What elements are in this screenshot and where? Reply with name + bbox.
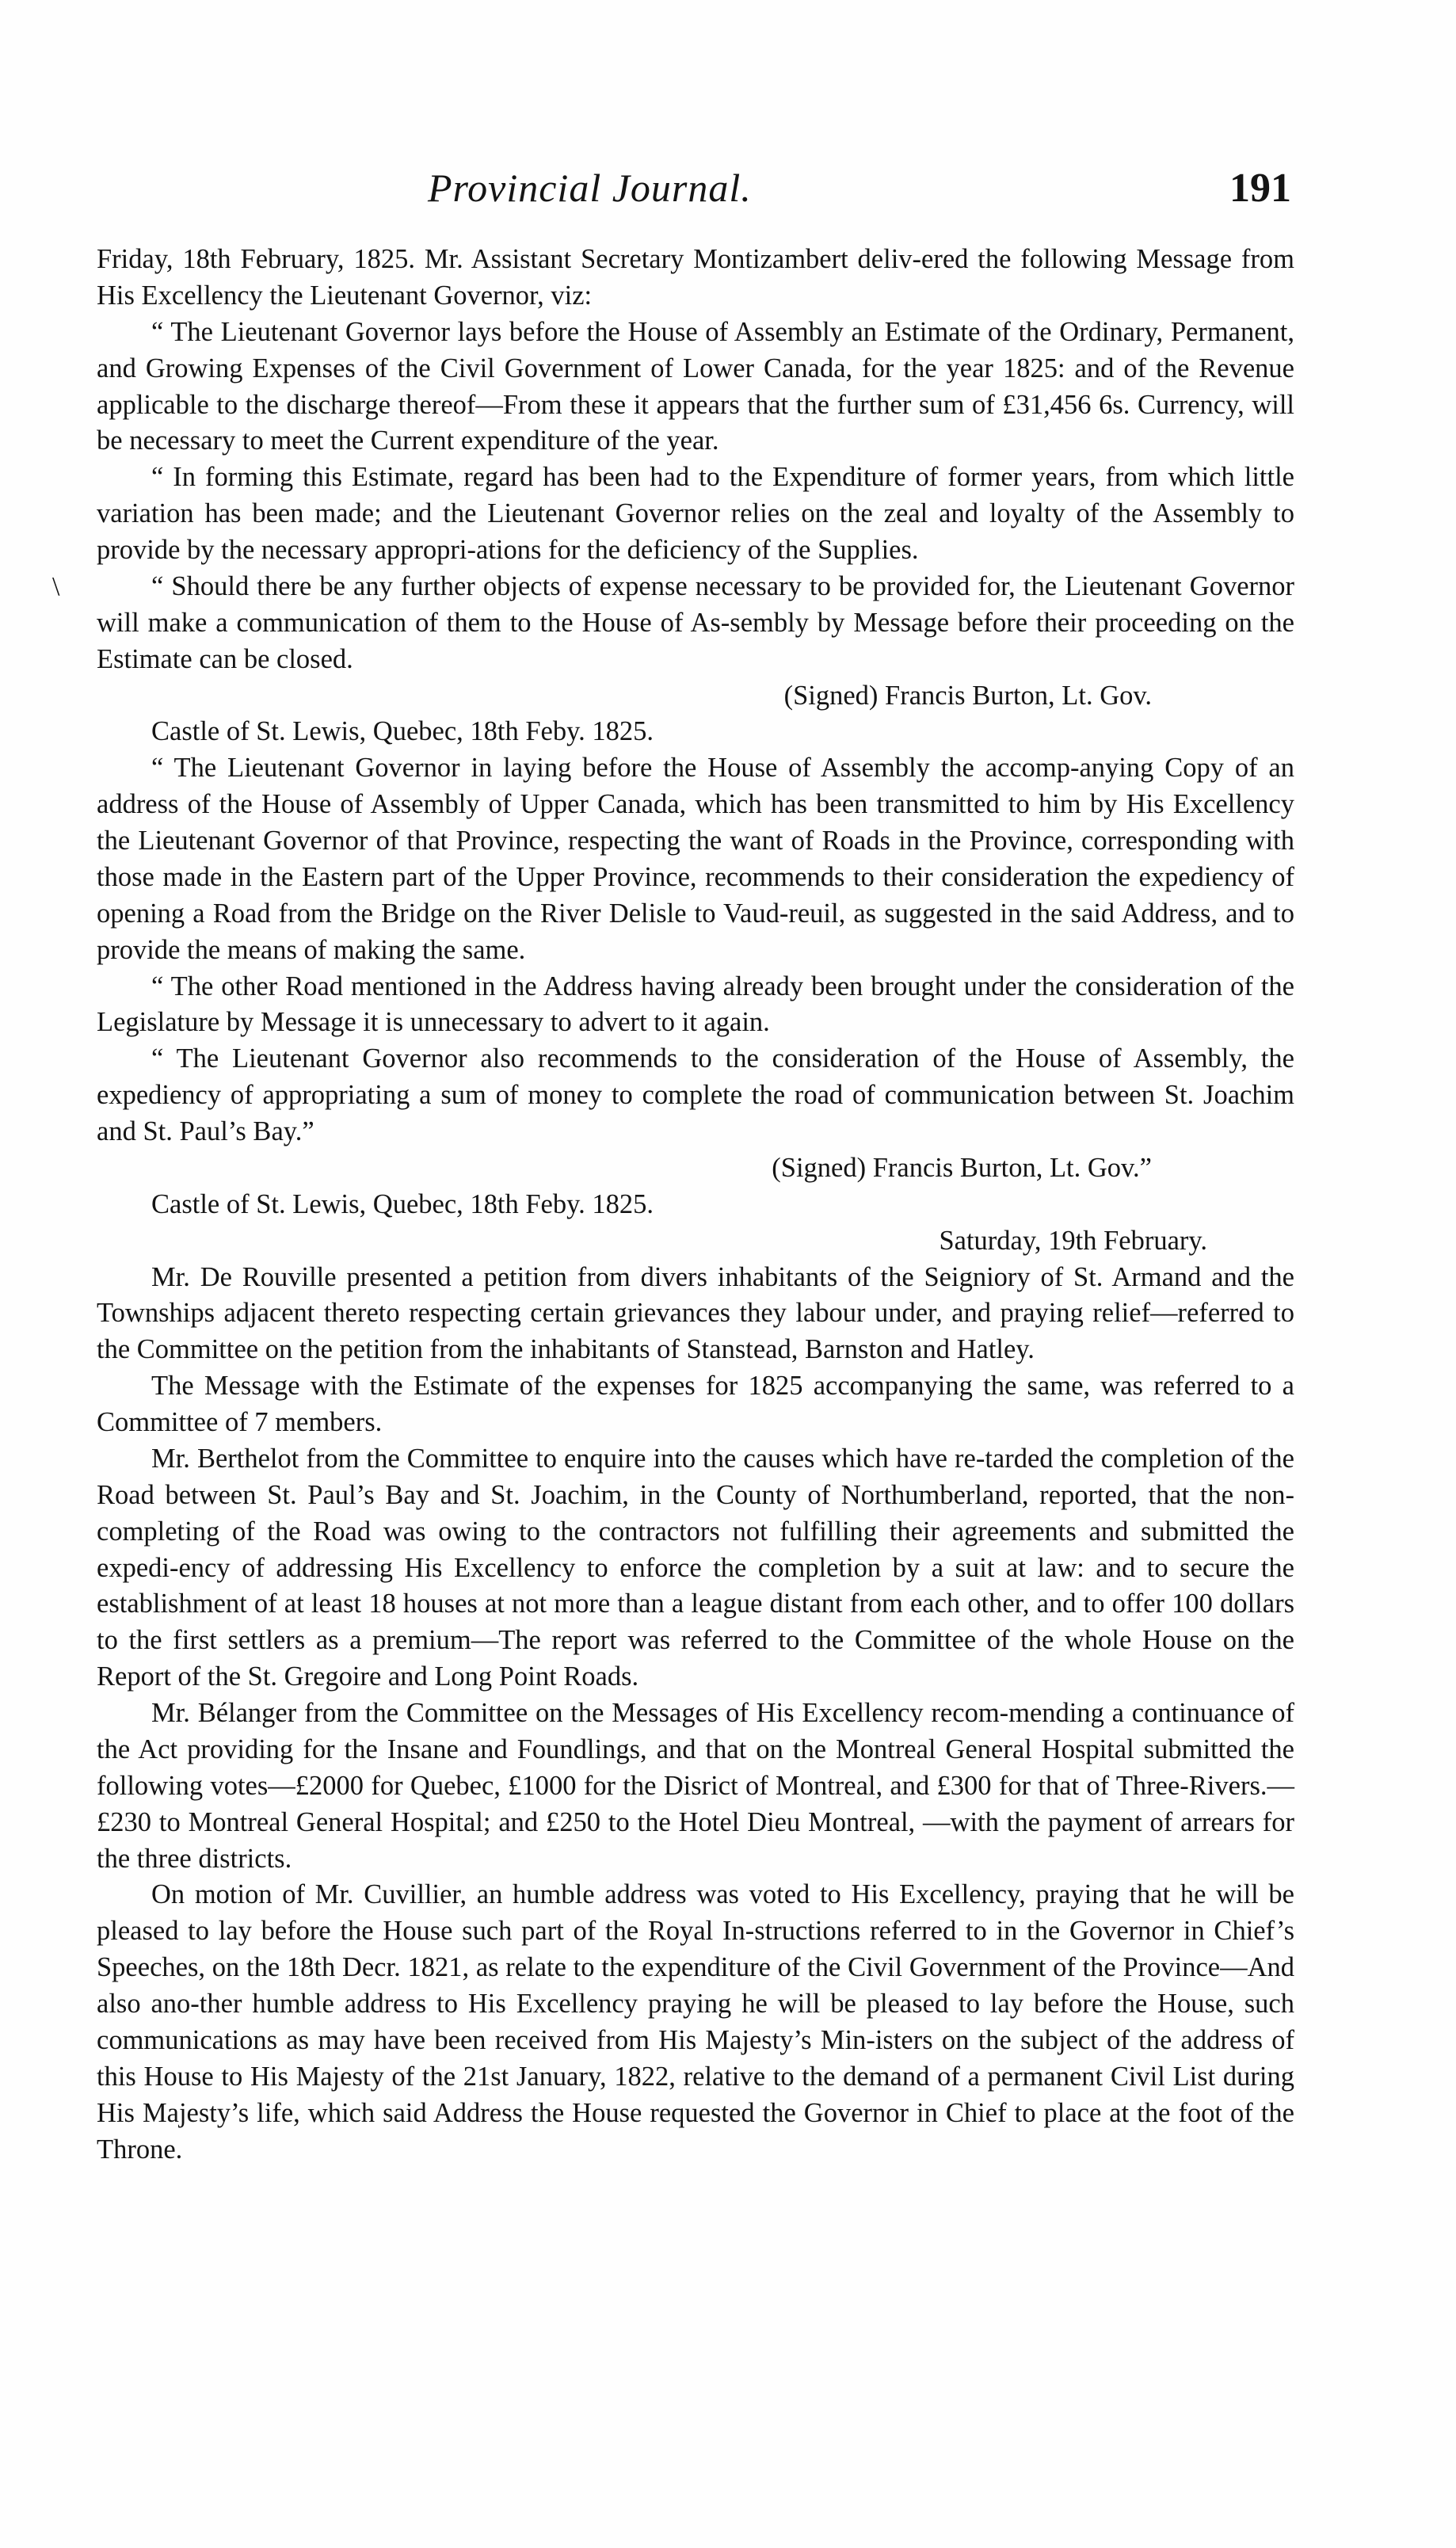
entry-saturday-heading: Saturday, 19th February. — [939, 1225, 1207, 1256]
margin-mark: \ — [52, 572, 60, 601]
page-number: 191 — [1229, 166, 1291, 211]
message-roads-paragraph: “ The Lieutenant Governor in laying before the House of Assembly the accomp-anying Copy of an address of the House of Assembly of Upper Canada, which has been transmitted to him by His Excellency the Lieutenant Governor of that Province, respecting the want of Roads in the Province, corresponding with those made in the Eastern part of the Upper Province, recommends to their consideration the expediency of opening a Road from the Bridge on the River Delisle to Vaud-reuil, as suggested in the said Address, and to provide the means of making the same. — [97, 753, 1294, 965]
castle-dateline: Castle of St. Lewis, Quebec, 18th Feby. 1825. — [151, 716, 654, 747]
rouville-petition-paragraph: Mr. De Rouville presented a petition from divers inhabitants of the Seigniory of St. Armand and the Townships adjacent thereto respecting certain grievances they labour under, and praying relief—referred to the Committee on the petition from the inhabitants of Stanstead, Barnston and Hatley. — [97, 1261, 1294, 1365]
journal-text — [97, 242, 1294, 2168]
running-title: Provincial Journal. — [428, 166, 752, 210]
message-joachim-road-paragraph: “ The Lieutenant Governor also recommends to the consideration of the House of Assembly, the expediency of appropriating a sum of money to complete the road of communication between St. Joachim and St. Paul’s Bay.” — [97, 1043, 1294, 1146]
estimate-committee-paragraph: The Message with the Estimate of the expenses for 1825 accompanying the same, was referred to a Committee of 7 members. — [97, 1371, 1294, 1437]
running-head — [428, 165, 1291, 220]
message-further-objects-paragraph: “ Should there be any further objects of expense necessary to be provided for, the Lieutenant Governor will make a communication of them to the House of As-sembly by Message before their proceeding on the Estimate can be closed. — [97, 570, 1294, 674]
castle-dateline: Castle of St. Lewis, Quebec, 18th Feby. 1825. — [151, 1188, 654, 1219]
message-other-road-paragraph: “ The other Road mentioned in the Address having already been brought under the consideration of the Legislature by Message it is unnecessary to advert to it again. — [97, 971, 1294, 1038]
entry-friday-heading: Friday, 18th February, 1825. Mr. Assistant Secretary Montizambert deliv-ered the following Message from His Excellency the Lieutenant Governor, viz: — [97, 244, 1294, 311]
message-forming-paragraph: “ In forming this Estimate, regard has been had to the Expenditure of former years, from which little variation has been made; and the Lieutenant Governor relies on the zeal and loyalty of the Assembly to provide by the necessary appropri-ations for the deficiency of the Supplies. — [97, 462, 1294, 565]
berthelot-report-paragraph: Mr. Berthelot from the Committee to enquire into the causes which have re-tarded the completion of the Road between St. Paul’s Bay and St. Joachim, in the County of Northumberland, reported, that the non-completing of the Road was owing to the contractors not fulfilling their agreements and submitted the expedi-ency of addressing His Excellency to enforce the completion by a suit at law: and to secure the establishment of at least 18 houses at not more than a league distant from each other, and to offer 100 dollars to the first settlers as a premium—The report was referred to the Committee of the whole House on the Report of the St. Gregoire and Long Point Roads. — [97, 1443, 1294, 1692]
signature-line: (Signed) Francis Burton, Lt. Gov. — [783, 680, 1152, 711]
belanger-report-paragraph: Mr. Bélanger from the Committee on the Messages of His Excellency recom-mending a continuance of the Act providing for the Insane and Foundlings, and that on the Montreal General Hospital submitted the following votes—£2000 for Quebec, £1000 for the Disrict of Montreal, and £300 for that of Three-Rivers.—£230 to Montreal General Hospital; and £250 to the Hotel Dieu Montreal, —with the payment of arrears for the three districts. — [97, 1698, 1294, 1874]
signature-line: (Signed) Francis Burton, Lt. Gov.” — [772, 1152, 1152, 1183]
message-estimate-paragraph: “ The Lieutenant Governor lays before the House of Assembly an Estimate of the Ordinary, Permanent, and Growing Expenses of the Civil Government of Lower Canada, for the year 1825: and of the Revenue applicable to the discharge thereof—From these it appears that the further sum of £31,456 6s. Currency, will be necessary to meet the Current expenditure of the year. — [97, 316, 1294, 456]
cuvillier-motion-paragraph: On motion of Mr. Cuvillier, an humble address was voted to His Excellency, praying that he will be pleased to lay before the House such part of the Royal In-structions referred to in the Governor in Chief’s Speeches, on the 18th Decr. 1821, as relate to the expenditure of the Civil Government of the Province—And also ano-ther humble address to His Excellency praying he will be pleased to lay before the House, such communications as may have been received from His Majesty’s Min-isters on the subject of the address of this House to His Majesty of the 21st January, 1822, relative to the demand of a permanent Civil List during His Majesty’s life, which said Address the House requested the Governor in Chief to place at the foot of the Throne. — [97, 1879, 1294, 2165]
